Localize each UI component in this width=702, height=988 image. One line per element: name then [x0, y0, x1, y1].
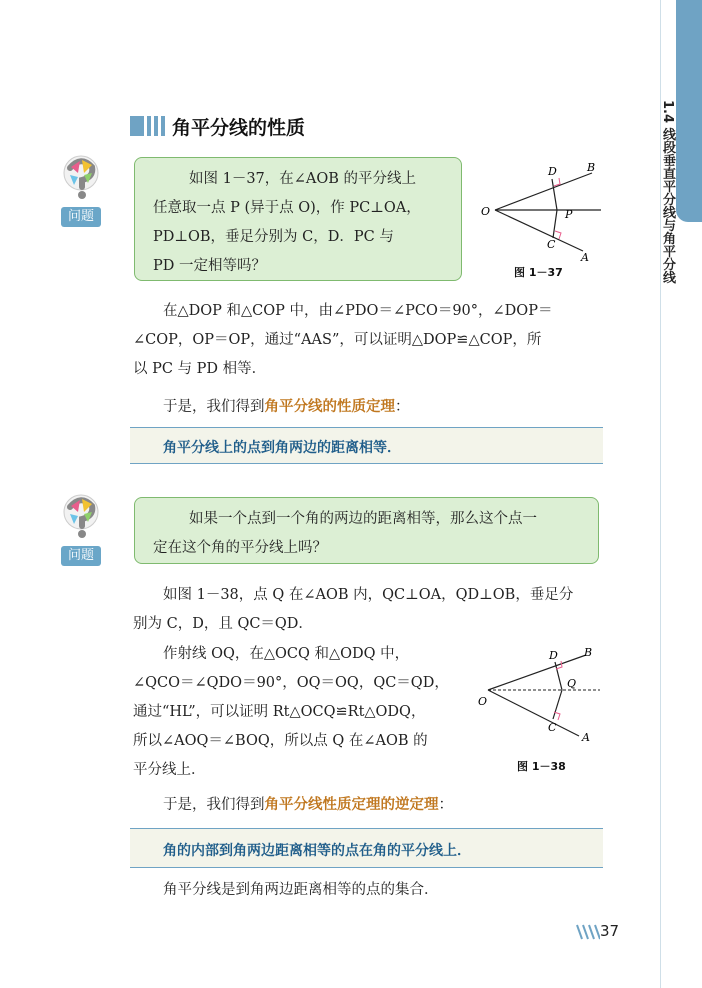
para5-suffix: ： — [438, 797, 453, 813]
problem1-line: 任意取一点 P (异于点 O)，作 PC⊥OA， — [153, 200, 421, 216]
para2-prefix: 于是，我们得到 — [163, 399, 265, 415]
para1-line: 在△DOP 和△COP 中，由∠PDO＝∠PCO＝90°，∠DOP＝ — [163, 303, 553, 319]
paragraph-setup-2-cont — [133, 610, 603, 639]
question-icon — [60, 492, 102, 548]
figure-1-38 — [474, 643, 604, 757]
paragraph-proof-2-cont — [133, 669, 468, 785]
para3-line: 别为 C，D，且 QC＝QD． — [133, 616, 313, 632]
problem1-line: 如图 1－37，在∠AOB 的平分线上 — [189, 171, 417, 187]
label-D: D — [549, 649, 558, 662]
para2-suffix: ： — [395, 399, 410, 415]
paragraph-setup-2 — [163, 581, 603, 610]
label-B: B — [587, 161, 596, 174]
paragraph-proof-1-cont — [133, 326, 603, 384]
para1-line: 以 PC 与 PD 相等． — [133, 361, 267, 377]
problem2-line: 如果一个点到一个角的两边的距离相等，那么这个点一 — [189, 511, 537, 527]
page-number-stripes-icon — [576, 924, 600, 944]
paragraph-proof-1 — [163, 297, 603, 326]
theorem-2-text: 角的内部到角两边距离相等的点在角的平分线上． — [163, 843, 471, 859]
page-number: 37 — [600, 922, 620, 940]
question-badge: 问题 — [61, 546, 101, 566]
para3-line: 如图 1－38，点 Q 在∠AOB 内，QC⊥OA，QD⊥OB，垂足分 — [163, 587, 574, 603]
theorem-name-highlight: 角平分线的性质定理 — [264, 399, 395, 415]
problem-box-1 — [134, 157, 462, 281]
label-Q: Q — [567, 677, 577, 690]
para4-line: ∠QCO＝∠QDO＝90°，OQ＝OQ，QC＝QD， — [133, 675, 449, 691]
paragraph-conclusion-1 — [163, 393, 410, 422]
para6-text: 角平分线是到角两边距离相等的点的集合． — [163, 882, 439, 898]
label-O: O — [481, 205, 491, 218]
label-B: B — [584, 646, 593, 659]
problem1-line: PD 一定相等吗？ — [153, 258, 266, 274]
paragraph-conclusion-2 — [163, 791, 453, 820]
theorem-box-2 — [130, 828, 603, 868]
label-A: A — [581, 251, 589, 264]
problem2-line: 定在这个角的平分线上吗？ — [153, 540, 327, 556]
heading-bars-icon — [130, 116, 168, 136]
para5-prefix: 于是，我们得到 — [163, 797, 265, 813]
figure-caption-37: 图 1－37 — [514, 266, 563, 279]
theorem-1-text: 角平分线上的点到角两边的距离相等． — [163, 440, 401, 456]
label-O: O — [478, 695, 488, 708]
label-D: D — [548, 165, 557, 178]
para4-line: 作射线 OQ，在△OCQ 和△ODQ 中， — [163, 646, 410, 662]
para4-line: 所以∠AOQ＝∠BOQ，所以点 Q 在∠AOB 的 — [133, 733, 428, 749]
problem1-line: PD⊥OB，垂足分别为 C，D．PC 与 — [153, 229, 394, 245]
question-badge: 问题 — [61, 207, 101, 227]
paragraph-proof-2 — [163, 640, 468, 669]
label-A: A — [582, 731, 590, 744]
label-C: C — [547, 238, 556, 251]
theorem-box-1 — [130, 427, 603, 464]
para4-line: 平分线上． — [133, 762, 206, 778]
section-title: 角平分线的性质 — [172, 117, 306, 139]
chapter-tab-label: 1.4 线段垂直平分线与角平分线 — [660, 100, 675, 284]
converse-theorem-highlight: 角平分线性质定理的逆定理 — [264, 797, 439, 813]
figure-1-37 — [475, 158, 605, 272]
chapter-tab — [676, 0, 702, 222]
paragraph-definition — [163, 876, 439, 905]
label-P: P — [565, 208, 573, 221]
problem-box-2 — [134, 497, 599, 564]
question-icon — [60, 153, 102, 209]
para4-line: 通过“HL”，可以证明 Rt△OCQ≌Rt△ODQ， — [133, 704, 426, 720]
label-C: C — [548, 721, 557, 734]
figure-caption-38: 图 1－38 — [517, 760, 566, 773]
para1-line: ∠COP，OP＝OP，通过“AAS”，可以证明△DOP≌△COP，所 — [133, 332, 542, 348]
